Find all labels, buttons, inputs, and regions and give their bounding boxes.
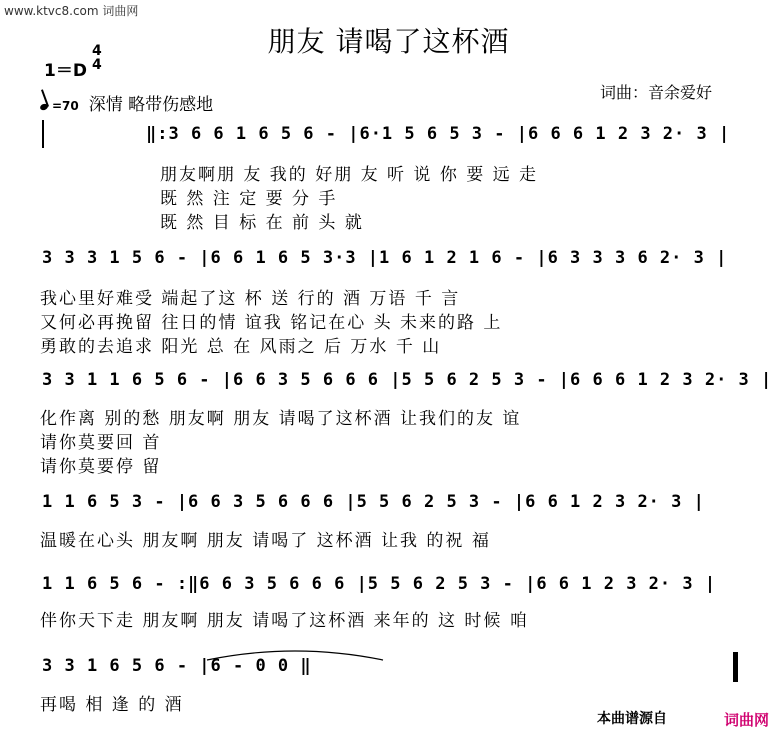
time-sig-bottom: 4 (92, 57, 102, 73)
lyric-line: 温暖在心头 朋友啊 朋友 请喝了 这杯酒 让我 的祝 福 (40, 531, 491, 551)
score-system-2 (0, 244, 777, 284)
score-system-5 (0, 570, 777, 610)
lyric-line: 请你莫要停 留 (40, 457, 162, 477)
tempo-bpm: =70 (52, 99, 79, 113)
score-system-4 (0, 488, 777, 528)
time-sig-top: 4 (92, 43, 102, 59)
source-note: 本曲谱源自 (597, 711, 667, 727)
start-barline (42, 120, 44, 148)
composer-credit: 词曲：音余爱好 (600, 83, 713, 102)
lyric-line: 既 然 目 标 在 前 头 就 (160, 213, 364, 233)
lyric-line: 再喝 相 逢 的 酒 (40, 695, 184, 715)
tempo-mood: 深情 略带伤感地 (88, 95, 214, 115)
lyric-line: 勇敢的去追求 阳光 总 在 风雨之 后 万水 千 山 (40, 337, 442, 357)
lyric-line: 化作离 别的愁 朋友啊 朋友 请喝了这杯酒 让我们的友 谊 (40, 409, 522, 429)
lyric-line: 我心里好难受 端起了这 杯 送 行的 酒 万语 千 言 (40, 289, 461, 309)
notation-line: 1 1 6 5 3 - |6 6 3 5 6 6 6 |5 5 6 2 5 3 - |6 6 1 2 3 2· 3 | (42, 492, 705, 512)
notation-line: 3 3 1 1 6 5 6 - |6 6 3 5 6 6 6 |5 5 6 2 5 3 - |6 6 6 1 2 3 2· 3 | (42, 370, 773, 390)
time-signature (92, 44, 102, 72)
quarter-note-icon (39, 103, 49, 111)
lyric-line: 既 然 注 定 要 分 手 (160, 189, 338, 209)
song-title: 朋友 请喝了这杯酒 (267, 25, 510, 58)
lyric-line: 伴你天下走 朋友啊 朋友 请喝了这杯酒 来年的 这 时候 咱 (40, 611, 529, 631)
lyric-line: 朋友啊朋 友 我的 好朋 友 听 说 你 要 远 走 (160, 165, 539, 185)
notation-line: ‖:3 6 6 1 6 5 6 - |6·1 5 6 5 3 - |6 6 6 1 2 3 2· 3 | (146, 124, 731, 144)
score-system-3 (0, 366, 777, 406)
notation-line: 1 1 6 5 6 - :‖6 6 3 5 6 6 6 |5 5 6 2 5 3 - |6 6 1 2 3 2· 3 | (42, 574, 717, 594)
final-barline (733, 652, 738, 682)
key-signature: 1＝D (44, 61, 87, 81)
notation-line: 3 3 3 1 5 6 - |6 6 1 6 5 3·3 |1 6 1 2 1 6 - |6 3 3 3 6 2· 3 | (42, 248, 728, 268)
lyric-line: 请你莫要回 首 (40, 433, 162, 453)
brand-logo: 词曲网 (723, 711, 769, 729)
tempo-marking (40, 90, 213, 115)
score-system-6 (0, 652, 777, 692)
notation-line: 3 3 1 6 5 6 - |6 - 0 0 ‖ (42, 656, 312, 676)
score-system-1 (0, 120, 777, 160)
tie-arc (205, 648, 385, 662)
watermark: www.ktvc8.com 词曲网 (4, 4, 139, 18)
lyric-line: 又何必再挽留 往日的情 谊我 铭记在心 头 未来的路 上 (40, 313, 503, 333)
